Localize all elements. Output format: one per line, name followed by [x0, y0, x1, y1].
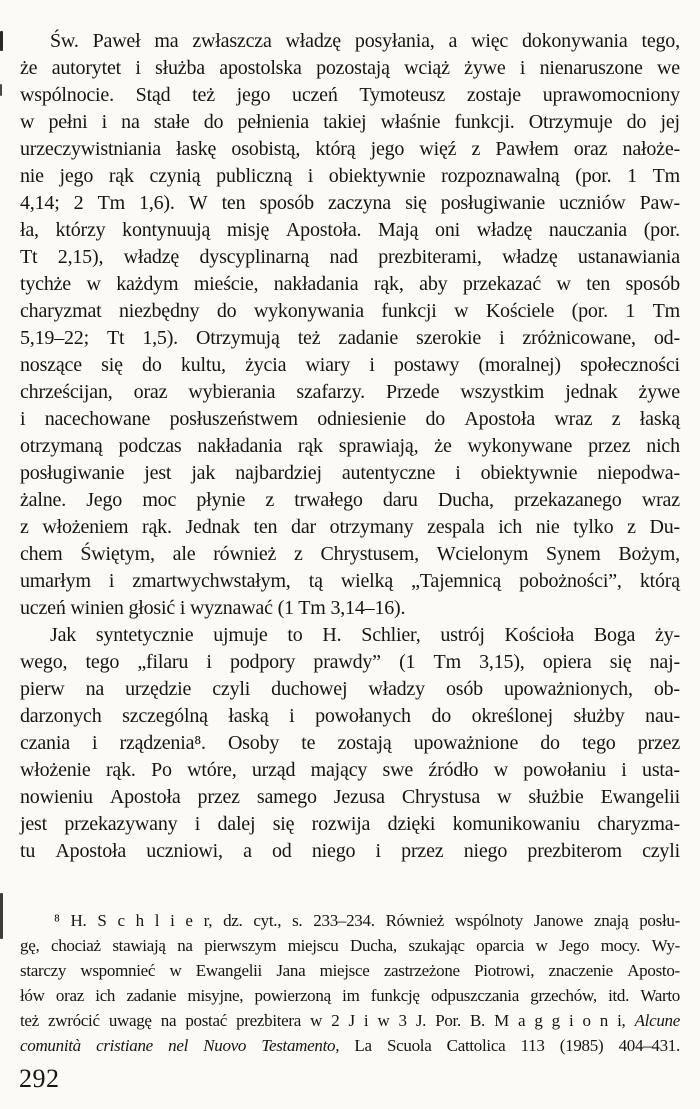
- text-line: darzonych szczególną łaską i powołanych do określonej służby nau-: [20, 705, 680, 727]
- text-line: umarłym i zmartwychwstałym, tą wielką „Tajemnicą pobożności”, którą: [20, 570, 680, 592]
- text-line: Jak syntetycznie ujmuje to H. Schlier, ustrój Kościoła Boga ży-: [50, 624, 680, 646]
- text-line: chrześcijan, oraz wybierania szafarzy. Przede wszystkim jednak żywe: [20, 381, 680, 403]
- text-line: jest przekazywany i dalej się rozwija dzięki komunikowaniu charyzma-: [20, 813, 680, 835]
- text-line: gę, chociaż stawiają na pierwszym miejscu Ducha, szukając oparcia w Jego mocy. Wy-: [20, 936, 680, 955]
- text-line: Św. Paweł ma zwłaszcza władzę posyłania, a więc dokonywania tego,: [50, 30, 680, 52]
- text-line: i nacechowane posłuszeństwem odniesienie do Apostoła wraz z łaską: [20, 408, 680, 430]
- paragraph-schlier-synthesis: [20, 622, 680, 865]
- text-line: łów oraz ich zadanie misyjne, powierzoną im funkcję odpuszczania grzechów, itd. Warto: [20, 986, 680, 1005]
- text-line: chem Świętym, ale również z Chrystusem, Wcielonym Synem Bożym,: [20, 543, 680, 565]
- text-line: 4,14; 2 Tm 1,6). W ten sposób zaczyna się posługiwanie uczniów Paw-: [20, 192, 680, 214]
- text-line: noszące się do kultu, życia wiary i postawy (moralnej) społeczności: [20, 354, 680, 376]
- footnote: [20, 908, 680, 1058]
- scan-artifact: [0, 31, 3, 51]
- text-line: Tt 2,15), władzę dyscyplinarną nad prezbiterami, władzę ustanawiania: [20, 246, 680, 268]
- page-number: 292: [19, 1064, 60, 1093]
- text-line: 5,19–22; Tt 1,5). Otrzymują też zadanie szerokie i zróżnicowane, od-: [20, 327, 680, 349]
- text-line: też zwrócić uwagę na postać prezbitera w 2 J i w 3 J. Por. B. M a g g i o n i, Alcune: [20, 1011, 680, 1030]
- text-line: ła, którzy kontynuują misję Apostoła. Mają oni władzę nauczania (por.: [20, 219, 680, 241]
- text-line: uczeń winien głosić i wyznawać (1 Tm 3,14–16).: [20, 597, 406, 619]
- text-line: nowieniu Apostoła przez samego Jezusa Chrystusa w służbie Ewangelii: [20, 786, 680, 808]
- text-line: z włożeniem rąk. Jednak ten dar otrzymany zespala ich nie tylko z Du-: [20, 516, 680, 538]
- text-line: urzeczywistniania łaskę osobistą, którą jego więź z Pawłem oraz nałoże-: [20, 138, 680, 160]
- text-line: comunità cristiane nel Nuovo Testamento, La Scuola Cattolica 113 (1985) 404–431.: [20, 1036, 680, 1055]
- paragraph-apostolic-authority: [20, 28, 680, 622]
- text-line: charyzmat niezbędny do wykonywania funkcji w Kościele (por. 1 Tm: [20, 300, 680, 322]
- text-line: w pełni i na stałe do pełnienia takiej właśnie funkcji. Otrzymuje do jej: [20, 111, 680, 133]
- text-line: wspólnocie. Stąd też jego uczeń Tymoteusz zostaje uprawomocniony: [20, 84, 680, 106]
- text-line: że autorytet i służba apostolska pozostają wciąż żywe i nienaruszone we: [20, 57, 680, 79]
- text-line: wego, tego „filaru i podpory prawdy” (1 Tm 3,15), opiera się naj-: [20, 651, 680, 673]
- text-line: starczy wspomnieć w Ewangelii Jana miejsce zastrzeżone Piotrowi, znaczenie Aposto-: [20, 961, 680, 980]
- scan-artifact: [0, 893, 3, 939]
- text-line: włożenie rąk. Po wtóre, urząd mający swe źródło w powołaniu i usta-: [20, 759, 680, 781]
- text-line: tychże w każdym mieście, nakładania rąk, aby przekazać w ten sposób: [20, 273, 680, 295]
- text-line: żalne. Jego moc płynie z trwałego daru Ducha, przekazanego wraz: [20, 489, 680, 511]
- text-line: pierw na urzędzie czyli duchowej władzy osób upoważnionych, ob-: [20, 678, 680, 700]
- text-line: tu Apostoła uczniowi, a od niego i przez niego prezbiterom czyli: [20, 840, 680, 862]
- text-line: nie jego rąk czynią publiczną i obiektywnie rozpoznawalną (por. 1 Tm: [20, 165, 680, 187]
- text-line: posługiwanie jest jak najbardziej autentyczne i obiektywnie niepodwa-: [20, 462, 680, 484]
- text-line: czania i rządzenia⁸. Osoby te zostają upoważnione do tego przez: [20, 732, 680, 754]
- text-line: ⁸ H. S c h l i e r, dz. cyt., s. 233–234. Również wspólnoty Janowe znają posłu-: [54, 911, 680, 930]
- text-line: otrzymaną podczas nakładania rąk sprawiają, że wykonywane przez nich: [20, 435, 680, 457]
- body-text: [20, 28, 680, 865]
- scan-artifact: [0, 84, 2, 96]
